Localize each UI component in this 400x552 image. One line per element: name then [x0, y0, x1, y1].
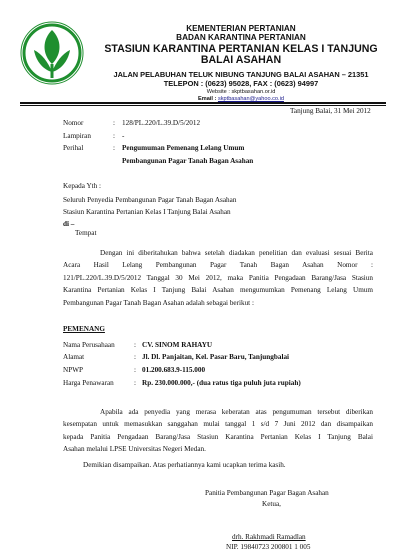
- nomor-colon: :: [113, 119, 115, 127]
- signature-nip: NIP. 19840723 200801 1 005: [226, 543, 311, 551]
- paragraph-2-line: kesempatan untuk memasukkan sanggahan mulai tanggal 1 s/d 7 Juni 2012 dan disampaikan: [63, 420, 373, 429]
- letterhead-rule-thin: [20, 105, 386, 106]
- address-value: Jl. Dl. Panjaitan, Kel. Pasar Baru, Tanjungbalai: [142, 353, 290, 361]
- address-colon: :: [134, 353, 136, 361]
- email-label: Email :: [198, 96, 218, 102]
- address-label: Alamat: [63, 353, 85, 361]
- company-label: Nama Perusahaan: [63, 341, 115, 349]
- npwp-colon: :: [134, 366, 136, 374]
- nomor-label: Nomor: [63, 119, 84, 127]
- station-website: Website : skptbasahan.or.id: [206, 89, 276, 95]
- salutation: Kepada Yth :: [63, 182, 102, 190]
- lampiran-label: Lampiran: [63, 132, 91, 140]
- station-email-link[interactable]: skptbasahan@yahoo.co.id: [217, 96, 284, 102]
- perihal-colon: :: [113, 144, 115, 152]
- perihal-line-1: Pengumuman Pemenang Lelang Umum: [122, 144, 245, 152]
- paragraph-1-line: Pembangunan Pagar Tanah Bagan Asahan adalah sebagai berikut :: [63, 298, 254, 307]
- paragraph-1-line: Acara Hasil Lelang Pembangunan Pagar Tanah Bagan Asahan Nomor :: [63, 261, 373, 270]
- recipient-line-1: Seluruh Penyedia Pembangunan Pagar Tanah Bagan Asahan: [63, 196, 237, 204]
- agency-name: BADAN KARANTINA PERTANIAN: [176, 33, 306, 42]
- recipient-di: di –: [63, 220, 75, 228]
- perihal-label: Perihal: [63, 144, 84, 152]
- announcement-paragraph: [63, 247, 373, 309]
- letterhead: [88, 24, 394, 103]
- closing-sentence: Demikian disampaikan. Atas perhatiannya kami ucapkan terima kasih.: [83, 461, 286, 469]
- ministry-name: KEMENTERIAN PERTANIAN: [186, 24, 296, 33]
- npwp-value: 01.200.683.9-115.000: [142, 366, 206, 374]
- lampiran-colon: :: [113, 132, 115, 140]
- paragraph-1-line: Karantina Pertanian Kelas I Tanjung Balai Asahan mengumumkan Pemenang Lelang Umum: [63, 286, 373, 295]
- paragraph-2-line: Apabila ada penyedia yang merasa keberatan atas pengumuman tersebut diberikan: [100, 408, 373, 416]
- paragraph-2-line: Asahan melalui LPSE Universitas Negeri Medan.: [63, 445, 206, 454]
- paragraph-1-line: 121/PL.220/L.39.D/5/2012 Tanggal 30 Mei 2012, maka Panitia Pengadaan Barang/Jasa Stasiun: [63, 273, 373, 282]
- winner-heading: PEMENANG: [63, 325, 105, 333]
- recipient-line-2: Stasiun Karantina Pertanian Kelas I Tanjung Balai Asahan: [63, 208, 231, 216]
- letterhead-rule-thick: [20, 102, 386, 104]
- signature-name: drh. Rakhmadi Ramadlan: [232, 533, 306, 541]
- objection-paragraph: [63, 406, 373, 456]
- signature-committee: Panitia Pembangunan Pagar Bagan Asahan: [205, 489, 329, 497]
- perihal-line-2: Pembangunan Pagar Tanah Bagan Asahan: [122, 157, 254, 165]
- ministry-logo-icon: [20, 20, 84, 86]
- price-label: Harga Penawaran: [63, 379, 114, 387]
- company-colon: :: [134, 341, 136, 349]
- npwp-label: NPWP: [63, 366, 83, 374]
- letter-date: Tanjung Balai, 31 Mei 2012: [290, 107, 371, 115]
- station-phone: TELEPON : (0623) 95028, FAX : (0623) 94997: [163, 79, 319, 88]
- station-address: JALAN PELABUHAN TELUK NIBUNG TANJUNG BALAI ASAHAN – 21351: [113, 70, 369, 79]
- paragraph-1-line: Dengan ini diberitahukan bahwa setelah diadakan penelitian dan evaluasi sesuai Berita: [100, 249, 373, 257]
- recipient-place: Tempat: [75, 229, 97, 237]
- company-value: CV. SINOM RAHAYU: [142, 341, 213, 349]
- paragraph-2-line: kepada Panitia Pengadaan Barang/Jasa Stasiun Karantina Pertanian Kelas I Tanjung Balai: [63, 432, 373, 441]
- nomor-value: 128/PL.220/L.39.D/5/2012: [122, 119, 201, 127]
- price-value: Rp. 230.000.000,- (dua ratus tiga puluh juta rupiah): [142, 379, 301, 387]
- station-name: STASIUN KARANTINA PERTANIAN KELAS I TANJUNG BALAI ASAHAN: [104, 43, 378, 66]
- lampiran-value: -: [122, 132, 125, 140]
- signature-role: Ketua,: [262, 500, 281, 508]
- price-colon: :: [134, 379, 136, 387]
